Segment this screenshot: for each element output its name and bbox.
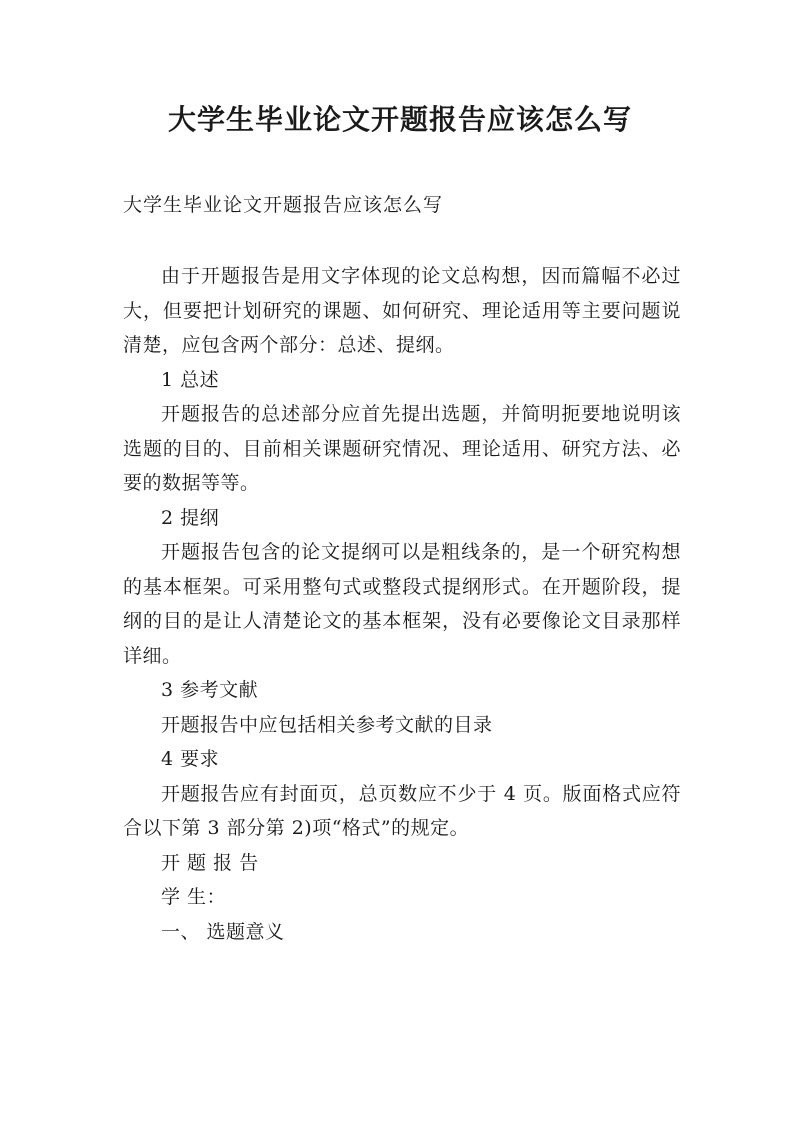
- section-heading-overview: 1 总述: [161, 368, 220, 391]
- document-body: [123, 259, 681, 949]
- section-heading-requirements: 4 要求: [161, 748, 220, 770]
- intro-paragraph: 由于开题报告是用文字体现的论文总构想，因而篇幅不必过大，但要把计划研究的课题、如何研究、理论适用等主要问题说清楚，应包含两个部分：总述、提纲。: [123, 265, 681, 356]
- document-subtitle: 大学生毕业论文开题报告应该怎么写: [123, 194, 444, 216]
- outline-paragraph: 开题报告包含的论文提纲可以是粗线条的，是一个研究构想的基本框架。可采用整句式或整段式提纲形式。在开题阶段，提纲的目的是让人清楚论文的基本框架，没有必要像论文目录那样详细。: [123, 541, 681, 667]
- topic-significance-heading: 一、 选题意义: [161, 920, 285, 943]
- section-heading-outline: 2 提纲: [161, 506, 220, 529]
- requirements-paragraph: 开题报告应有封面页，总页数应不少于 4 页。版面格式应符合以下第 3 部分第 2)项“格式”的规定。: [123, 782, 681, 839]
- references-paragraph: 开题报告中应包括相关参考文献的目录: [161, 713, 493, 736]
- overview-paragraph: 开题报告的总述部分应首先提出选题，并简明扼要地说明该选题的目的、目前相关课题研究情况、理论适用、研究方法、必要的数据等等。: [123, 403, 681, 494]
- section-heading-references: 3 参考文献: [161, 679, 259, 701]
- report-heading: 开 题 报 告: [161, 851, 259, 874]
- document-title: 大学生毕业论文开题报告应该怎么写: [167, 103, 632, 136]
- student-label: 学 生：: [161, 886, 227, 908]
